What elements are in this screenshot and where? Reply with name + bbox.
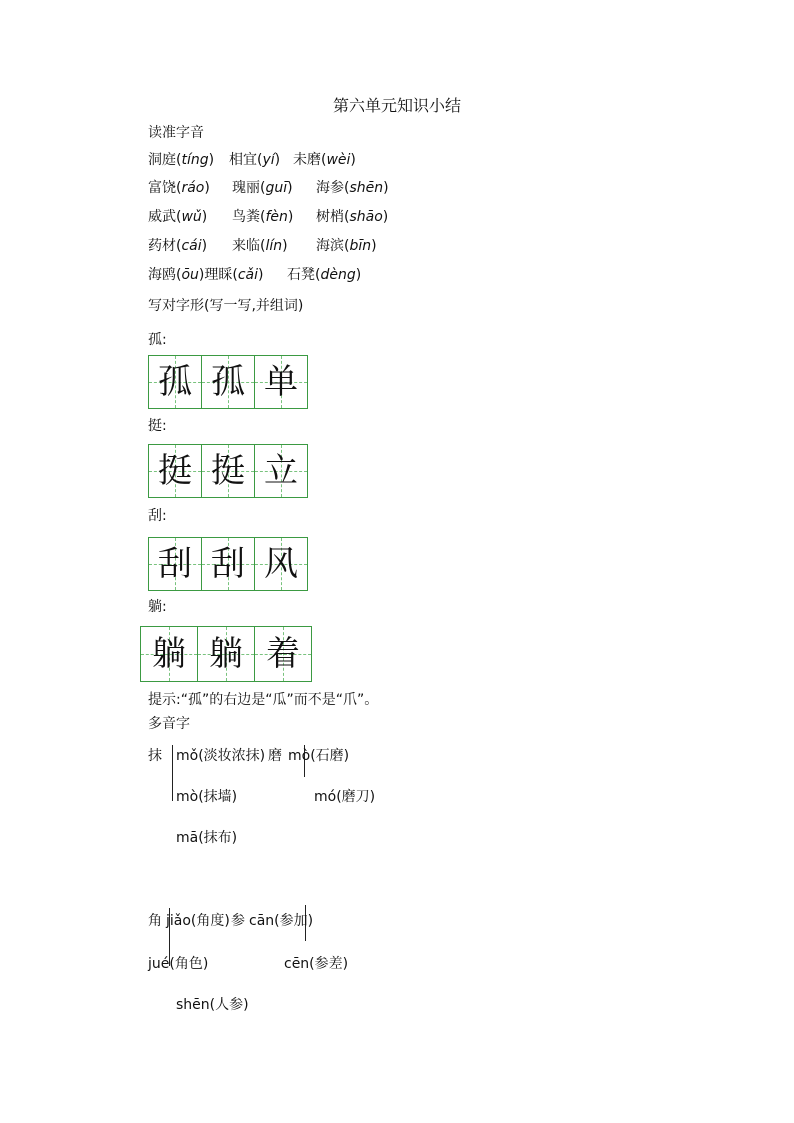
polyphone-reading: jiǎo(角度): [166, 913, 230, 929]
grid-cell: 刮: [148, 537, 202, 591]
polyphone-reading: cān(参加): [249, 913, 314, 929]
brace: [172, 745, 173, 801]
grid-cell: 孤: [201, 355, 255, 409]
grid-cell: 躺: [197, 626, 255, 682]
pinyin-item: 海鸥(ōu)理睬(cǎi): [148, 267, 264, 283]
pinyin-item: 瑰丽(guī): [232, 180, 293, 196]
grid-cell: 风: [254, 537, 308, 591]
pinyin-item: 海参(shēn): [316, 180, 389, 196]
polyphone-char: 角: [148, 913, 162, 929]
grid-cell: 刮: [201, 537, 255, 591]
grid-cell: 孤: [148, 355, 202, 409]
grid-cell: 立: [254, 444, 308, 498]
pinyin-item: 富饶(ráo): [148, 180, 210, 196]
pinyin-item: 来临(lín): [232, 238, 288, 254]
grid-cell: 着: [254, 626, 312, 682]
polyphone-reading: cēn(参差): [284, 956, 349, 972]
grid-label: 挺:: [148, 418, 167, 434]
section-reading-heading: 读准字音: [148, 125, 204, 141]
grid-cell: 躺: [140, 626, 198, 682]
tip-text: 提示:“孤”的右边是“瓜”而不是“爪”。: [148, 692, 379, 708]
writing-grid: [148, 444, 308, 498]
writing-grid: [148, 355, 308, 409]
pinyin-item: 树梢(shāo): [316, 209, 389, 225]
pinyin-item: 鸟粪(fèn): [232, 209, 294, 225]
polyphone-reading: mā(抹布): [176, 830, 238, 846]
polyphone-reading: jué(角色): [148, 956, 209, 972]
polyphone-reading: mǒ(淡妆浓抹): [176, 748, 266, 764]
polyphone-reading: mò(石磨): [288, 748, 350, 764]
grid-cell: 单: [254, 355, 308, 409]
grid-cell: 挺: [201, 444, 255, 498]
section-polyphone-heading: 多音字: [148, 716, 190, 732]
writing-grid: [140, 626, 312, 682]
polyphone-char: 磨: [268, 748, 282, 764]
pinyin-item: 未磨(wèi): [293, 152, 356, 168]
pinyin-item: 海滨(bīn): [316, 238, 377, 254]
pinyin-item: 石凳(dèng): [287, 267, 362, 283]
grid-label: 刮:: [148, 508, 167, 524]
grid-label: 孤:: [148, 332, 167, 348]
grid-cell: 挺: [148, 444, 202, 498]
grid-label: 躺:: [148, 599, 167, 615]
page-title: 第六单元知识小结: [333, 96, 462, 115]
polyphone-reading: mò(抹墙): [176, 789, 238, 805]
polyphone-reading: mó(磨刀): [314, 789, 376, 805]
polyphone-char: 参: [231, 913, 245, 929]
pinyin-item: 洞庭(tíng): [148, 152, 215, 168]
pinyin-item: 相宜(yí): [229, 152, 281, 168]
polyphone-reading: shēn(人参): [176, 997, 249, 1013]
pinyin-item: 威武(wǔ): [148, 209, 208, 225]
section-writing-heading: 写对字形(写一写,并组词): [148, 298, 304, 314]
writing-grid: [148, 537, 308, 591]
pinyin-item: 药材(cái): [148, 238, 208, 254]
polyphone-char: 抹: [148, 748, 162, 764]
